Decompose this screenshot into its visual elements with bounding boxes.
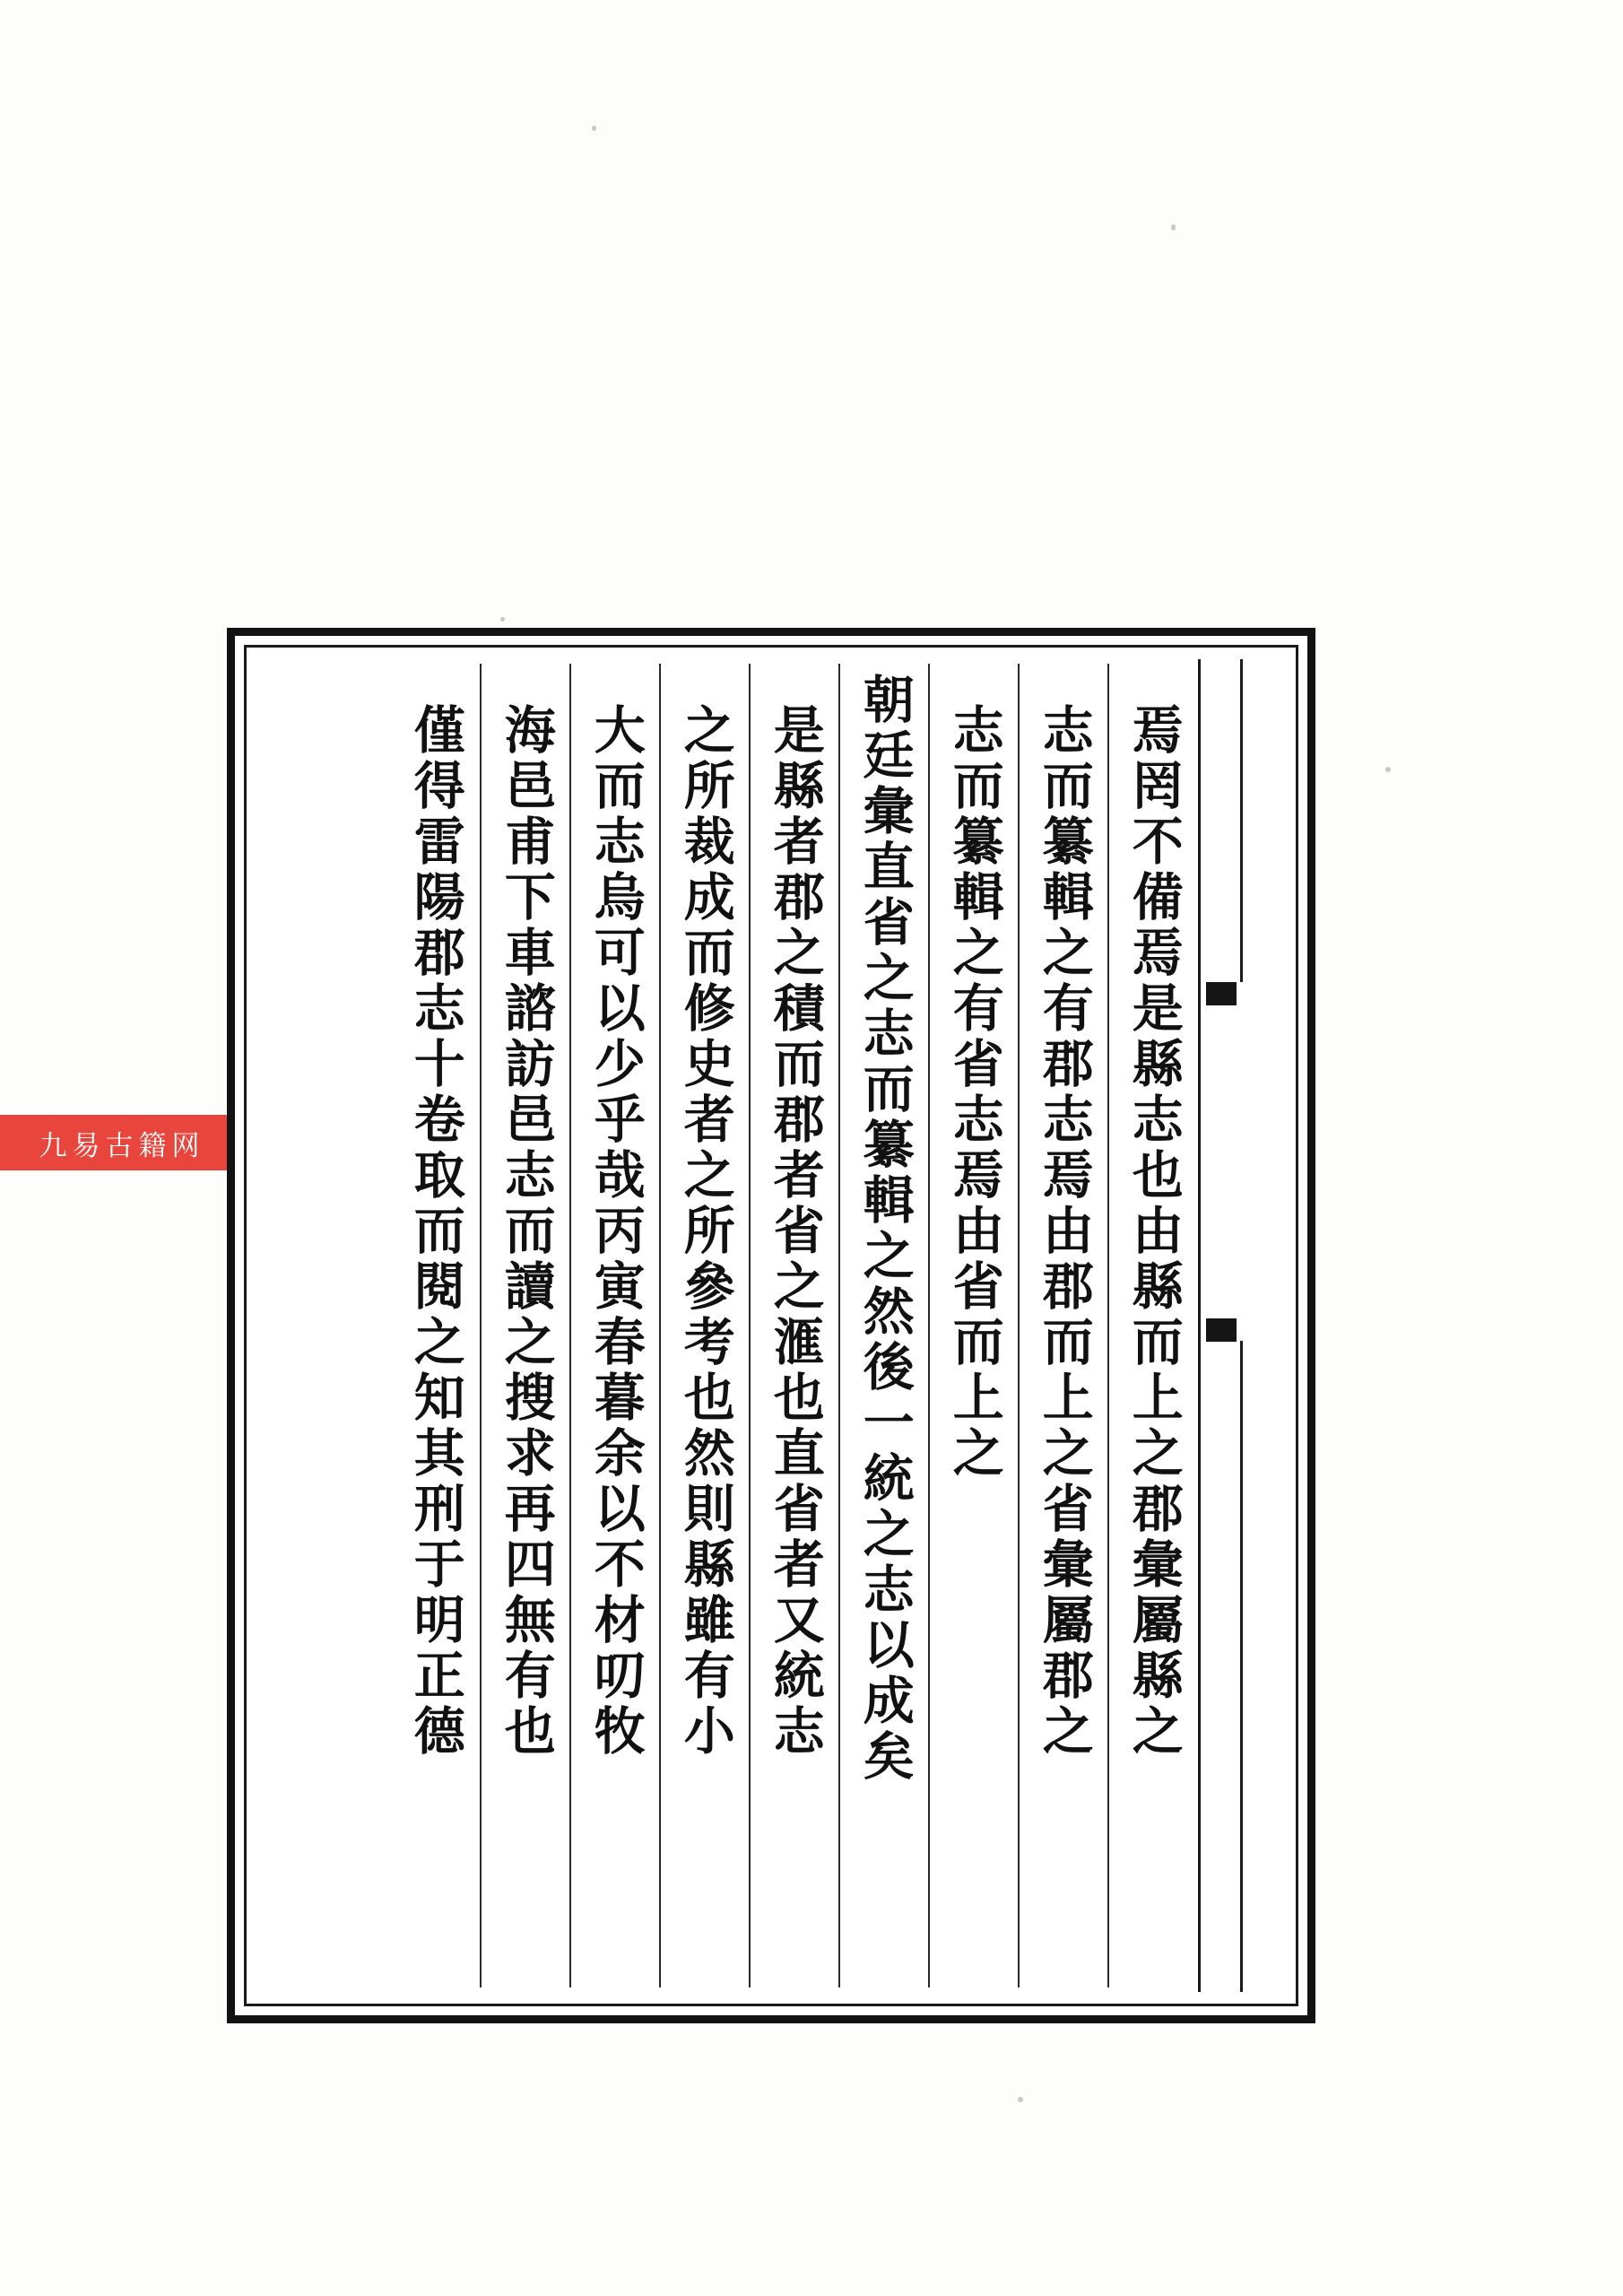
text-column: [928, 664, 1018, 1987]
scan-speckle: [500, 617, 505, 622]
center-gutter: [1198, 659, 1284, 1992]
gutter-rule: [1240, 659, 1243, 982]
column-text: 朝廷彙直省之志而纂輯之然後一統之志以成矣: [855, 673, 916, 1785]
column-text: 之所裁成而修史者之所參考也然則縣雖有小: [675, 703, 736, 1760]
fishtail-mark-icon: [1206, 982, 1237, 1005]
text-column: [1107, 664, 1197, 1987]
column-text: 志而纂輯之有省志焉由省而上之: [944, 703, 1005, 1482]
scan-speckle: [592, 126, 596, 131]
woodblock-frame: [227, 628, 1315, 2023]
scan-speckle: [1171, 224, 1176, 230]
column-text: 志而纂輯之有郡志焉由郡而上之省彙屬郡之: [1034, 703, 1095, 1760]
column-text: 是縣者郡之積而郡者省之滙也直省者又統志: [765, 703, 826, 1760]
column-text: 海邑甫下車諮訪邑志而讀之搜求再四無有也: [496, 703, 557, 1760]
text-column: [1018, 664, 1107, 1987]
column-text: 大而志烏可以少乎哉丙寅春暮余以不材叨牧: [586, 703, 647, 1760]
woodblock-inner-border: [244, 645, 1298, 2006]
column-text: 焉罔不備焉是縣志也由縣而上之郡彙屬縣之: [1124, 703, 1185, 1760]
text-column: [838, 664, 928, 1987]
text-column: [480, 664, 569, 1987]
scan-speckle: [1385, 767, 1391, 772]
fishtail-mark-icon: [1206, 1318, 1237, 1342]
text-column: [659, 664, 749, 1987]
column-text: 僅得雷陽郡志十卷取而閱之知其刑于明正德: [405, 703, 466, 1760]
scan-speckle: [1018, 2097, 1023, 2102]
gutter-rule: [1240, 1341, 1243, 1992]
text-columns: [266, 664, 1197, 1987]
text-column: [390, 664, 480, 1987]
watermark-text: 九易古籍网: [39, 1129, 205, 1162]
text-column: [749, 664, 838, 1987]
text-column: [569, 664, 659, 1987]
watermark-badge: [0, 1115, 244, 1170]
